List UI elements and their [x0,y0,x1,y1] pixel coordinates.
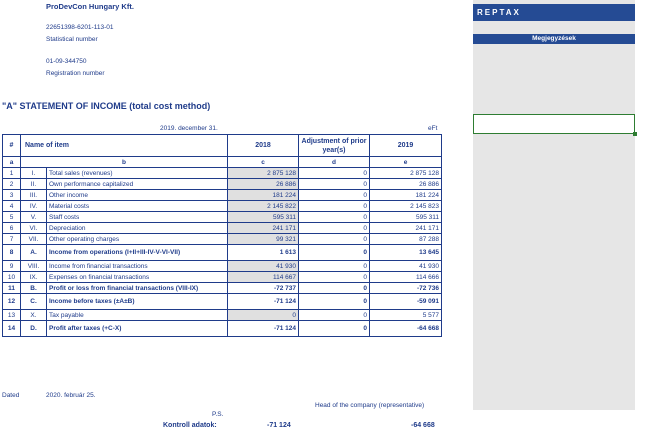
company-name: ProDevCon Hungary Kft. [46,2,134,11]
row-2018: -71 124 [228,294,299,310]
row-name: Material costs [47,201,228,212]
row-name: Income before taxes (±A±B) [47,294,228,310]
row-roman: C. [21,294,47,310]
stat-number: 22651398-6201-113-01 [46,24,114,31]
kontroll-2018: -71 124 [267,422,291,429]
row-roman: VIII. [21,261,47,272]
row-2018: 181 224 [228,190,299,201]
row-adjustment: 0 [299,321,370,337]
row-adjustment: 0 [299,310,370,321]
row-roman: VII. [21,234,47,245]
row-number: 6 [3,223,21,234]
table-row [3,223,442,234]
row-2018: 0 [228,310,299,321]
notes-header: Megjegyzések [473,34,635,44]
table-row [3,261,442,272]
row-roman: I. [21,168,47,179]
row-roman: B. [21,283,47,294]
letter-d: d [299,157,370,168]
row-2018: 41 930 [228,261,299,272]
row-number: 13 [3,310,21,321]
table-row [3,201,442,212]
row-2019: -72 736 [370,283,442,294]
row-name: Income from financial transactions [47,261,228,272]
row-adjustment: 0 [299,272,370,283]
letter-e: e [370,157,442,168]
row-2019: 5 577 [370,310,442,321]
currency-unit: eFt [428,125,438,132]
table-row [3,212,442,223]
row-roman: IX. [21,272,47,283]
table-row [3,190,442,201]
row-2019: 87 288 [370,234,442,245]
row-adjustment: 0 [299,190,370,201]
row-2018: 241 171 [228,223,299,234]
row-2019: -64 668 [370,321,442,337]
row-2019: 13 645 [370,245,442,261]
row-number: 2 [3,179,21,190]
row-roman: X. [21,310,47,321]
row-2019: 2 875 128 [370,168,442,179]
row-2018: 2 875 128 [228,168,299,179]
row-2019: 181 224 [370,190,442,201]
row-name: Expenses on financial transactions [47,272,228,283]
statement-title: "A" STATEMENT OF INCOME (total cost method) [2,101,211,111]
stat-number-label: Statistical number [46,36,98,43]
table-row [3,179,442,190]
row-number: 7 [3,234,21,245]
row-2019: 114 666 [370,272,442,283]
table-row [3,234,442,245]
table-row [3,272,442,283]
row-number: 4 [3,201,21,212]
row-2019: -59 091 [370,294,442,310]
dated-label: Dated [2,392,20,399]
row-number: 3 [3,190,21,201]
row-roman: V. [21,212,47,223]
letter-c: c [228,157,299,168]
statement-date: 2019. december 31. [160,125,218,132]
dated-value: 2020. február 25. [46,392,96,399]
ps-label: P.S. [212,411,224,418]
reptax-sidebar [473,0,635,410]
row-2019: 241 171 [370,223,442,234]
row-name: Other operating charges [47,234,228,245]
income-statement-table [2,134,442,337]
row-name: Depreciation [47,223,228,234]
header-2018: 2018 [228,135,299,157]
row-adjustment: 0 [299,223,370,234]
row-adjustment: 0 [299,294,370,310]
table-row [3,245,442,261]
row-adjustment: 0 [299,234,370,245]
row-adjustment: 0 [299,212,370,223]
row-number: 12 [3,294,21,310]
reg-number: 01-09-344750 [46,58,87,65]
row-name: Income from operations (I+II+III-IV-V-VI-VII) [47,245,228,261]
row-2018: 2 145 822 [228,201,299,212]
header-adjustment: Adjustment of prior year(s) [299,135,370,157]
header-name: Name of item [21,135,228,157]
row-number: 5 [3,212,21,223]
row-2018: -72 737 [228,283,299,294]
table-row [3,310,442,321]
row-number: 11 [3,283,21,294]
row-name: Own performance capitalized [47,179,228,190]
row-2018: 26 886 [228,179,299,190]
table-row [3,321,442,337]
header-row [3,135,442,157]
row-2018: 595 311 [228,212,299,223]
row-name: Profit or loss from financial transactions (VIII-IX) [47,283,228,294]
row-adjustment: 0 [299,168,370,179]
kontroll-label: Kontroll adatok: [163,422,217,429]
selected-cell[interactable] [473,114,635,134]
kontroll-2019: -64 668 [411,422,435,429]
row-name: Staff costs [47,212,228,223]
row-adjustment: 0 [299,201,370,212]
row-adjustment: 0 [299,261,370,272]
row-roman: II. [21,179,47,190]
row-roman: D. [21,321,47,337]
row-roman: VI. [21,223,47,234]
row-2019: 26 886 [370,179,442,190]
header-2019: 2019 [370,135,442,157]
fill-handle[interactable] [633,132,637,136]
head-of-company-label: Head of the company (representative) [315,402,425,409]
row-name: Total sales (revenues) [47,168,228,179]
row-number: 14 [3,321,21,337]
letter-b: b [21,157,228,168]
reg-number-label: Registration number [46,70,105,77]
row-name: Tax payable [47,310,228,321]
row-roman: III. [21,190,47,201]
row-2018: 1 613 [228,245,299,261]
letters-row [3,157,442,168]
row-2018: -71 124 [228,321,299,337]
row-adjustment: 0 [299,283,370,294]
letter-a: a [3,157,21,168]
row-2018: 99 321 [228,234,299,245]
row-2019: 41 930 [370,261,442,272]
row-number: 8 [3,245,21,261]
row-adjustment: 0 [299,179,370,190]
table-row [3,294,442,310]
header-num: # [3,135,21,157]
row-2019: 595 311 [370,212,442,223]
row-roman: IV. [21,201,47,212]
row-2018: 114 667 [228,272,299,283]
row-adjustment: 0 [299,245,370,261]
row-number: 10 [3,272,21,283]
reptax-brand: REPTAX [473,4,635,21]
row-number: 1 [3,168,21,179]
row-name: Other income [47,190,228,201]
row-2019: 2 145 823 [370,201,442,212]
table-row [3,168,442,179]
row-roman: A. [21,245,47,261]
row-number: 9 [3,261,21,272]
row-name: Profit after taxes (+C-X) [47,321,228,337]
table-row [3,283,442,294]
